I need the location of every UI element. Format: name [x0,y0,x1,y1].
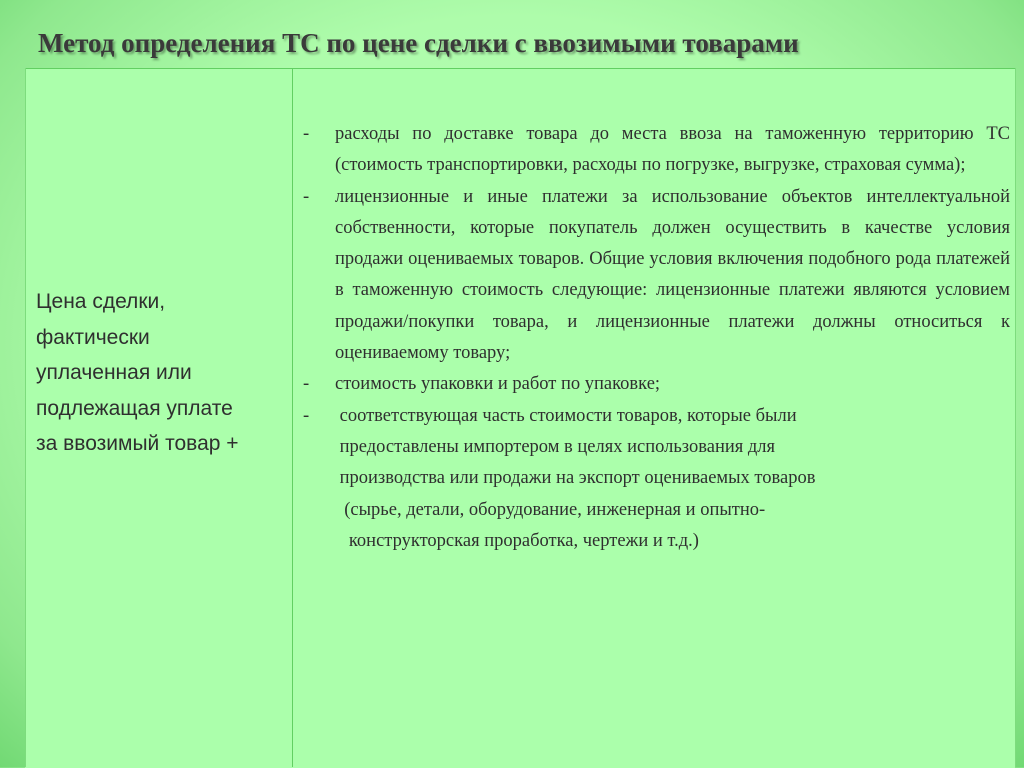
bullet-dash: - [303,374,310,395]
left-cell-line: уплаченная или [36,361,192,384]
slide-title: Метод определения ТС по цене сделки с ввозимыми товарами [38,28,799,58]
right-cell-list [300,119,1010,557]
list-item-text: стоимость упаковки и работ по упаковке; [335,374,661,395]
list-item-line: конструкторская проработка, чертежи и т.д.) [335,530,699,551]
column-divider [292,68,293,767]
left-cell-line: Цена сделки, [36,290,166,313]
table-left-border [25,68,26,767]
bullet-dash: - [303,405,310,426]
list-item-line: соответствующая часть стоимости товаров, которые были [335,405,797,426]
list-item-provided-goods [300,401,1010,557]
left-cell-line: за ввозимый товар + [36,432,239,455]
list-item-line: предоставлены импортером в целях использования для [335,436,776,457]
bullet-dash: - [303,124,310,144]
left-cell-text [36,284,286,462]
list-item-text: расходы по доставке товара до места ввоза на таможенную территорию ТС (стоимость транспортировки, расходы по погрузке, выгрузке, страховая сумма); [335,124,1010,176]
bullet-dash: - [303,186,310,207]
list-item-packaging [300,369,1010,400]
list-item-delivery-costs [300,119,1010,182]
list-item-license-payments [300,182,1010,370]
list-item-text: лицензионные и иные платежи за использование объектов интеллектуальной собственности, которые покупатель должен осуществить в качестве условия продажи оцениваемых товаров. Общие условия включения подобного рода платежей в таможенную стоимость следующие: лицензионные платежи являются условием продажи/покупки товара, и лицензионные платежи должны относиться к оцениваемому товару; [335,186,1010,364]
table-right-border [1015,68,1016,767]
left-cell-line: фактически [36,325,150,349]
left-cell-line: подлежащая уплате [36,396,233,420]
list-item-line: производства или продажи на экспорт оцениваемых товаров [335,468,816,489]
list-item-text [335,401,1010,557]
list-item-line: (сырье, детали, оборудование, инженерная и опытно- [335,499,766,520]
